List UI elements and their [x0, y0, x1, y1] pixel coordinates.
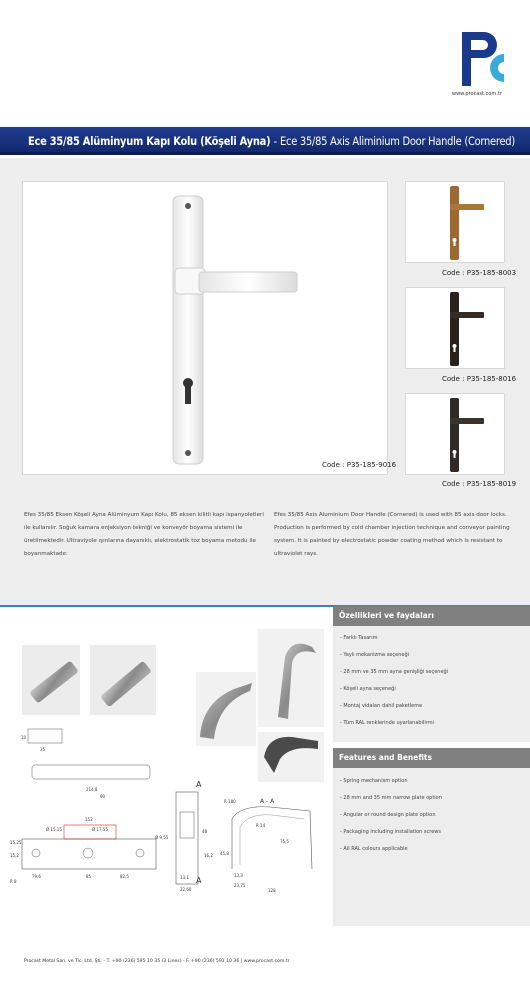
dim-label: 128	[268, 888, 276, 893]
thumb-dark-brown	[405, 287, 505, 369]
features-tr-list	[340, 630, 448, 732]
thumb-black-brown	[405, 393, 505, 475]
code-label-bronze: Code : P35-185-8003	[442, 269, 517, 277]
dim-label: 15,2	[10, 853, 19, 858]
dark-brown-handle-image	[406, 288, 506, 370]
section-mark: A	[196, 876, 202, 885]
page-title	[28, 134, 515, 148]
section-mark: A	[196, 780, 202, 789]
dim-label: 45,8	[220, 851, 229, 856]
dim-label: R 180	[224, 799, 236, 804]
dim-label: 10	[21, 735, 27, 740]
technical-drawings	[0, 607, 330, 937]
description-en: Efes 35/85 Axis Aluminium Door Handle (Cornered) is used with 85 axis door locks. Production is performed by cold chamber injection technique and conveyor painting system. It is painted by electrostatic powder coating method which is resistant to ultraviolet rays.	[274, 512, 510, 557]
bronze-handle-image	[406, 182, 506, 264]
title-bar	[0, 127, 530, 155]
dim-label: 90	[100, 794, 106, 799]
dim-label: 22,60	[180, 887, 192, 892]
feature-tr-item: - Farklı Tasarım	[340, 635, 378, 641]
feature-en-item: - Angular or round design plate option	[340, 812, 436, 818]
title-separator: -	[273, 134, 277, 148]
feature-tr-item: - Montaj vidaları dahil paketleme	[340, 703, 423, 709]
title-en: Ece 35/85 Axis Aliminium Door Handle (Cornered)	[280, 134, 515, 148]
feature-en-item: - Spring mechanism option	[340, 778, 408, 784]
dim-label: 48	[202, 829, 208, 834]
dim-label: 214,8	[86, 787, 98, 792]
dim-label: 85	[86, 874, 92, 879]
thumb-bronze	[405, 181, 505, 263]
dim-label: Ø 9,55	[155, 835, 169, 840]
features-en-list	[340, 773, 442, 858]
procast-logo	[458, 30, 506, 88]
dim-label: 23,75	[234, 883, 246, 888]
description-tr: Efes 35/85 Eksen Köşeli Ayna Alüminyum Kapı Kolu, 85 eksen kilitli kapı ispanyoletleri ile kullanılır. Soğuk kamara enjeksiyon tekniği ve konveyör boyama sistemi ile üretilmektedir. Ultraviyole ışınlarına dayanıklı, elektrostatik toz boyama metodu ile boyanmaktadır.	[24, 512, 264, 557]
dim-label: Ø 15,15	[46, 827, 62, 832]
feature-tr-item: - Tüm RAL renklerinde uyarlanabilirmi	[340, 720, 434, 726]
dim-label: 79,6	[32, 874, 41, 879]
dim-label: 15,25	[10, 840, 22, 845]
main-product-photo	[22, 181, 388, 475]
dim-label: 13,1	[180, 875, 189, 880]
dim-label: R 8	[10, 879, 17, 884]
dim-label: 75,5	[280, 839, 289, 844]
feature-tr-item: - Köşeli ayna seçeneği	[340, 686, 396, 692]
feature-tr-item: - 28 mm ve 35 mm ayna genişliği seçeneği	[340, 669, 449, 675]
dim-label: 13,3	[234, 873, 243, 878]
dim-label: Ø 17,55	[92, 827, 108, 832]
footer-contact: Procast Metal San. ve Tic. Ltd. Şti. - T. +90 (236) 595 10 35 (3 Lines) - F. +90 (236) 591 10 36 | www.procast.com.tr	[24, 959, 290, 964]
white-handle-image	[23, 182, 389, 476]
feature-en-item: - 28 mm and 35 mm narrow plate option	[340, 795, 442, 801]
section-mark: A - A	[260, 798, 275, 805]
features-tr-heading: Özellikleri ve faydaları	[333, 606, 530, 626]
code-label-black-brown: Code : P35-185-8019	[442, 480, 517, 488]
website-url: www.procast.com.tr	[452, 91, 502, 97]
black-brown-handle-image	[406, 394, 506, 476]
feature-tr-item: - Yaylı mekanizma seçeneği	[340, 652, 410, 658]
code-label-main: Code : P35-185-9016	[322, 461, 397, 469]
features-en-heading: Features and Benefits	[333, 748, 530, 768]
code-label-dark-brown: Code : P35-185-8016	[442, 375, 517, 383]
dim-label: R 14	[256, 823, 266, 828]
feature-en-item: - All RAL colours applicable	[340, 846, 408, 852]
dim-label: 35	[40, 747, 46, 752]
title-tr: Ece 35/85 Alüminyum Kapı Kolu (Köşeli Ayna)	[28, 134, 271, 148]
dim-label: 153	[85, 817, 93, 822]
dim-label: 82,5	[120, 874, 129, 879]
dim-label: 16,2	[204, 853, 213, 858]
feature-en-item: - Packaging including installation screws	[340, 829, 442, 835]
